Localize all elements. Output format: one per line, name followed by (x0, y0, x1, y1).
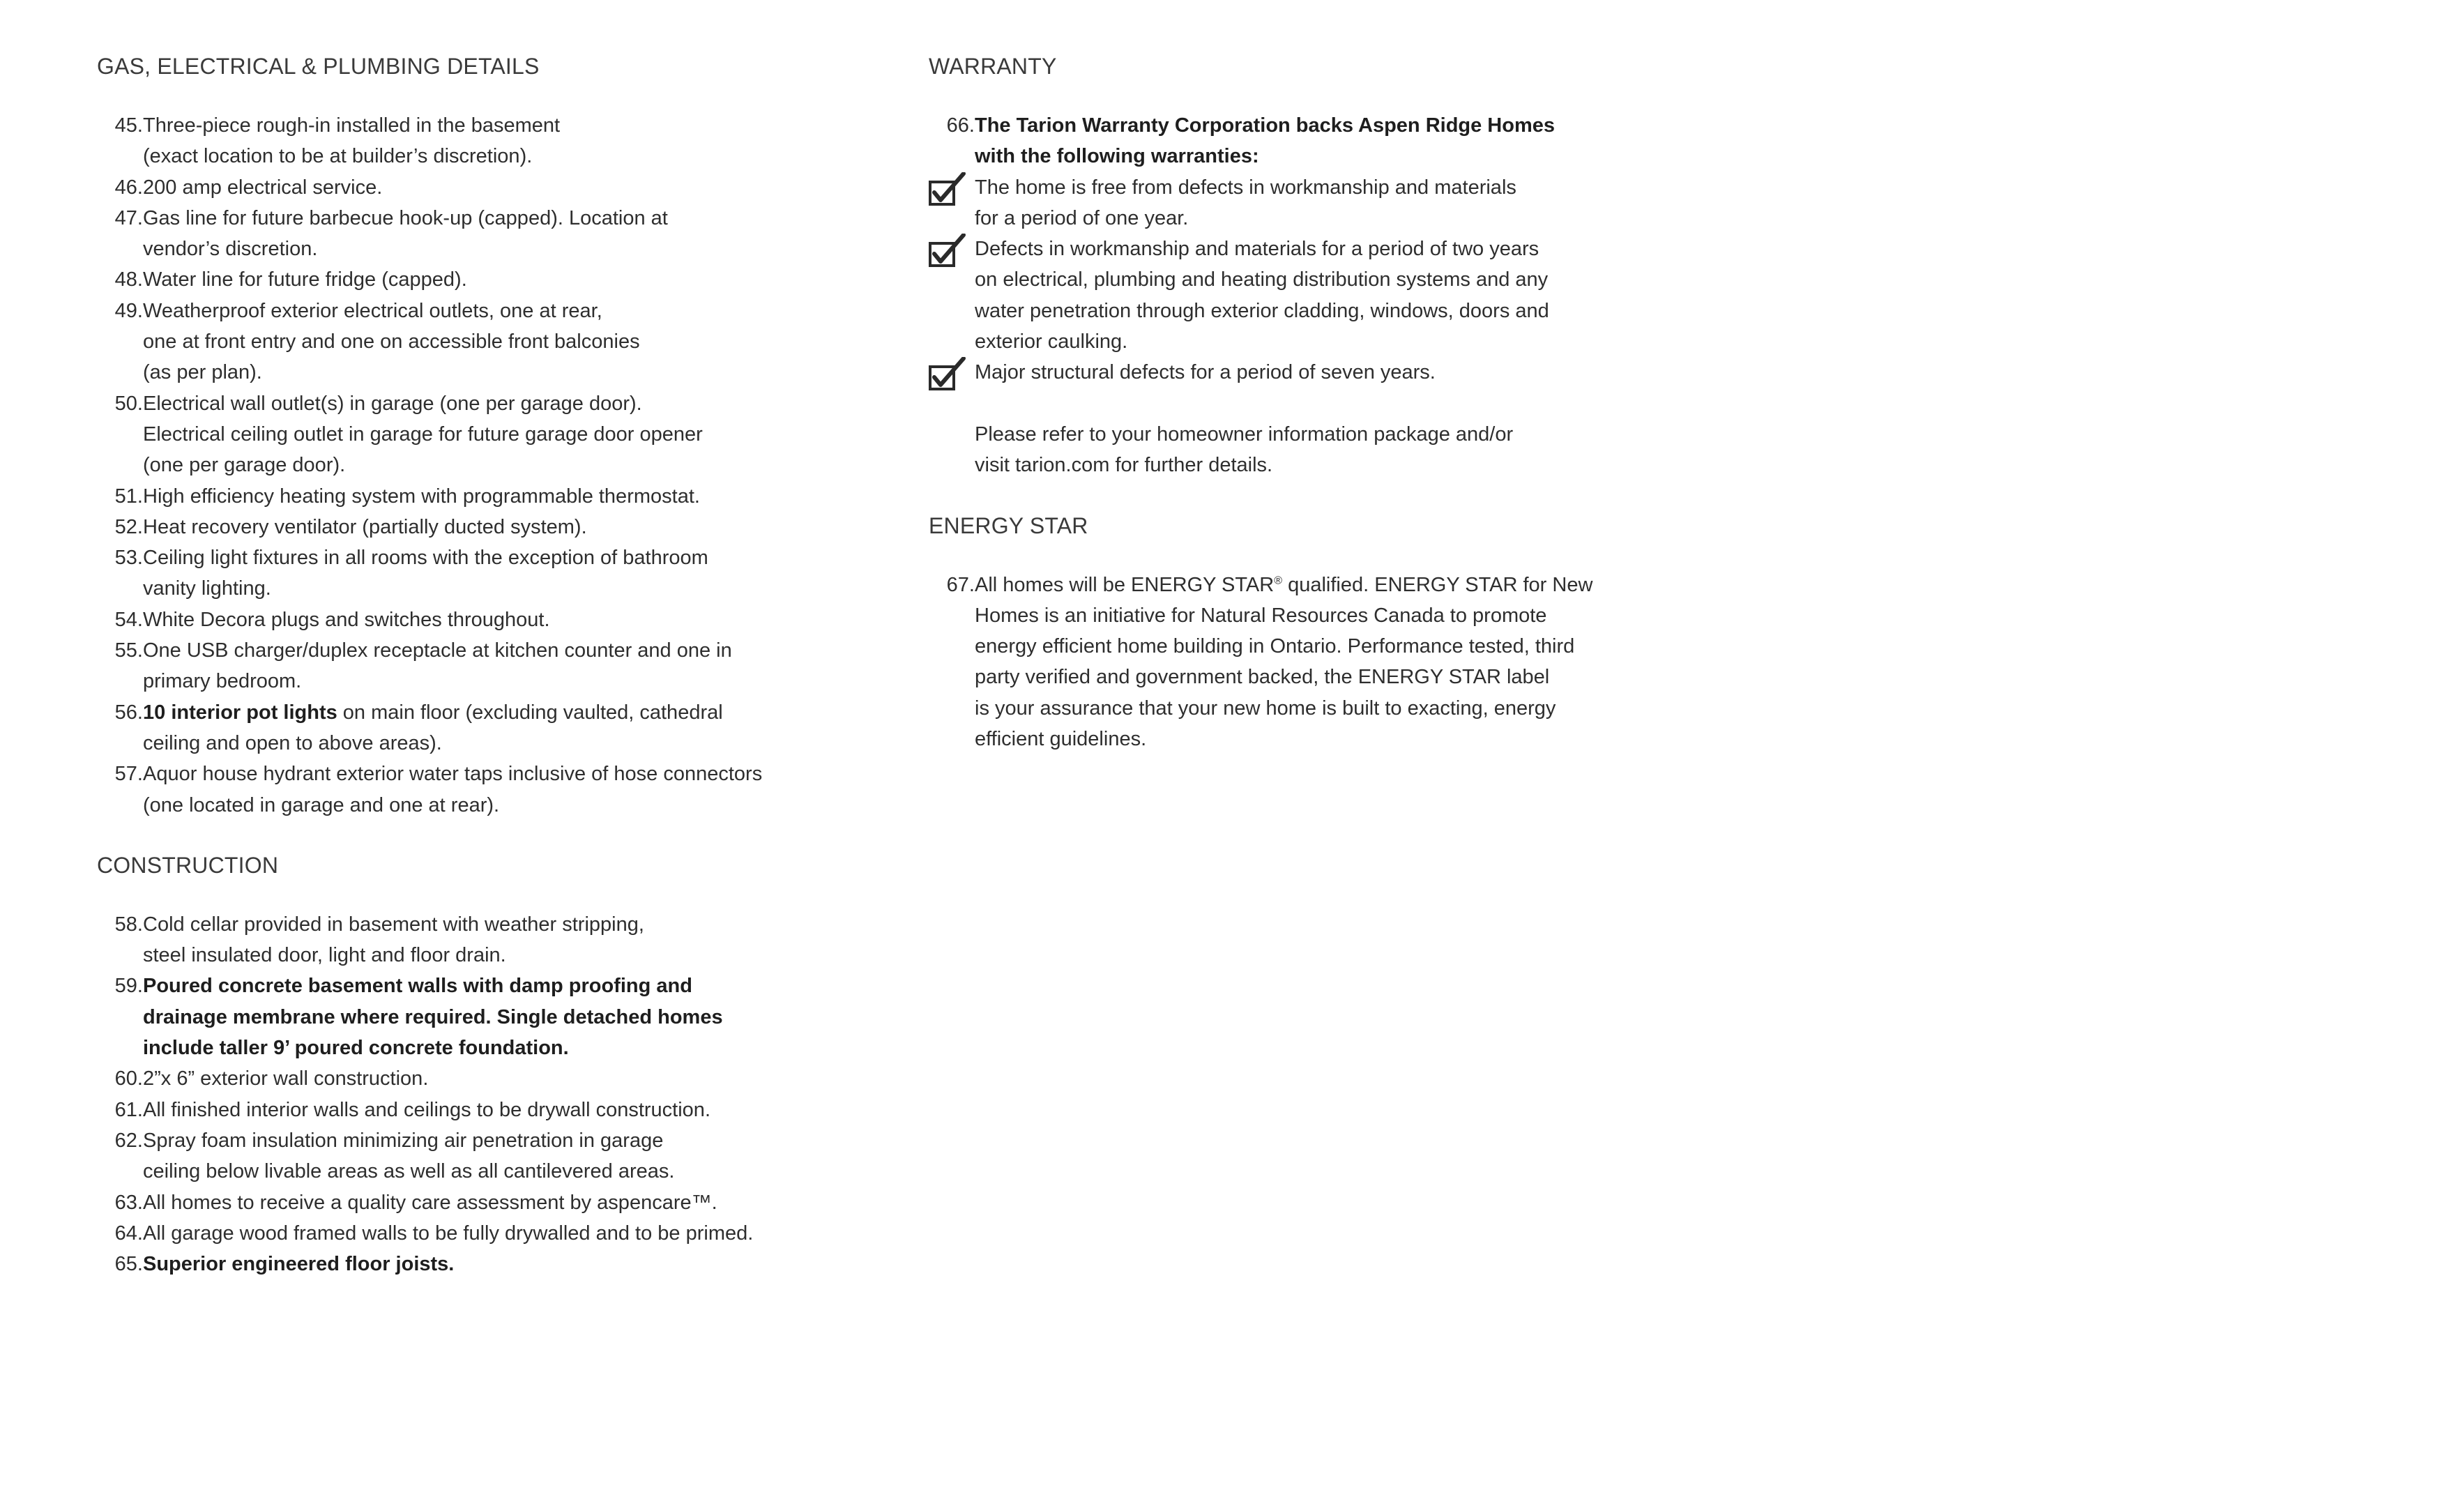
item-line: 2”x 6” exterior wall construction. (143, 1067, 429, 1090)
item-number: 52. (114, 515, 143, 538)
item-line: Spray foam insulation minimizing air penetration in garage (143, 1129, 664, 1152)
warranty-list (929, 110, 1661, 481)
warranty-note (929, 419, 1661, 481)
warranty-check-item (929, 172, 1661, 234)
warranty-heading: WARRANTY (929, 54, 1057, 79)
item-line: for a period of one year. (975, 206, 1189, 229)
item-line: White Decora plugs and switches throughout. (143, 608, 550, 631)
item-line (975, 570, 1661, 600)
item-line: Homes is an initiative for Natural Resources Canada to promote (975, 604, 1547, 627)
list-item (97, 1249, 794, 1279)
item-line: is your assurance that your new home is built to exacting, energy (975, 697, 1556, 720)
item-line: Electrical ceiling outlet in garage for future garage door opener (143, 423, 703, 446)
item-line: Poured concrete basement walls with damp proofing and (143, 975, 692, 998)
item-number: 65. (114, 1253, 143, 1276)
list-item (97, 604, 794, 635)
energy-star-heading: ENERGY STAR (929, 512, 1088, 538)
warranty-check-item (929, 357, 1661, 388)
item-number: 57. (114, 763, 143, 786)
item-line: party verified and government backed, the ENERGY STAR label (975, 666, 1550, 689)
item-line: High efficiency heating system with programmable thermostat. (143, 485, 700, 508)
item-line: water penetration through exterior cladding, windows, doors and (975, 299, 1549, 322)
list-item (97, 172, 794, 203)
item-line: steel insulated door, light and floor drain. (143, 944, 506, 967)
item-line: with the following warranties: (975, 145, 1259, 168)
warranty-lead (975, 110, 1661, 172)
item-line: include taller 9’ poured concrete foundation. (143, 1037, 569, 1060)
item-line: All garage wood framed walls to be fully drywalled and to be primed. (143, 1222, 754, 1245)
item-line: Weatherproof exterior electrical outlets, one at rear, (143, 299, 602, 322)
item-line: One USB charger/duplex receptacle at kitchen counter and one in (143, 639, 732, 662)
note-line: Please refer to your homeowner information package and/or (975, 423, 1514, 446)
item-number: 61. (114, 1098, 143, 1121)
item-line: vanity lighting. (143, 577, 271, 600)
item-line: All homes to receive a quality care assessment by aspencare™. (143, 1191, 717, 1214)
right-column (929, 49, 1661, 754)
item-line: vendor’s discretion. (143, 238, 318, 261)
item-line: Major structural defects for a period of seven years. (975, 361, 1436, 384)
list-item (97, 388, 794, 481)
energy-star-list (929, 570, 1661, 755)
list-item (97, 512, 794, 542)
item-line: (exact location to be at builder’s discretion). (143, 145, 533, 168)
item-line: primary bedroom. (143, 670, 302, 693)
item-line: (one located in garage and one at rear). (143, 793, 500, 816)
item-line: Superior engineered floor joists. (143, 1253, 455, 1276)
item-line: Gas line for future barbecue hook-up (capped). Location at (143, 206, 668, 229)
item-line: ceiling and open to above areas). (143, 731, 442, 754)
item-line: (as per plan). (143, 361, 262, 384)
list-item (97, 481, 794, 512)
list-item (97, 697, 794, 759)
item-number: 64. (114, 1222, 143, 1245)
item-line: All finished interior walls and ceilings to be drywall construction. (143, 1098, 710, 1121)
item-line: energy efficient home building in Ontario. Performance tested, third (975, 635, 1575, 658)
item-line: efficient guidelines. (975, 728, 1147, 751)
item-number: 45. (114, 114, 143, 137)
item-line: 200 amp electrical service. (143, 176, 383, 199)
item-line (143, 697, 794, 728)
left-column (97, 49, 794, 1279)
item-line: exterior caulking. (975, 330, 1128, 353)
list-item (97, 909, 794, 971)
item-text: All homes will be ENERGY STAR (975, 573, 1275, 596)
registered-mark: ® (1274, 574, 1283, 586)
item-number: 49. (114, 299, 143, 322)
checkbox-checked-icon (929, 357, 975, 388)
item-number: 66. (946, 114, 975, 137)
note-line: visit tarion.com for further details. (975, 454, 1273, 477)
item-text: on main floor (excluding vaulted, cathedral (337, 701, 723, 724)
item-number: 63. (114, 1191, 143, 1214)
item-line: Water line for future fridge (capped). (143, 268, 467, 291)
list-item (97, 542, 794, 604)
list-item (929, 570, 1661, 755)
list-item (97, 1187, 794, 1218)
item-number: 50. (114, 392, 143, 415)
list-item (97, 759, 794, 821)
item-number: 46. (114, 176, 143, 199)
checkbox-checked-icon (929, 172, 975, 203)
item-line: Aquor house hydrant exterior water taps inclusive of hose connectors (143, 763, 763, 786)
item-number: 51. (114, 485, 143, 508)
item-number: 60. (114, 1067, 143, 1090)
item-number: 56. (114, 701, 143, 724)
item-line: Ceiling light fixtures in all rooms with the exception of bathroom (143, 547, 708, 570)
construction-heading: CONSTRUCTION (97, 852, 279, 878)
item-text: qualified. ENERGY STAR for New (1282, 573, 1593, 596)
item-bold-lead: 10 interior pot lights (143, 701, 337, 724)
item-number: 48. (114, 268, 143, 291)
list-item (97, 635, 794, 697)
list-item (97, 1063, 794, 1094)
list-item (929, 110, 1661, 172)
item-number: 67. (946, 573, 975, 596)
checkbox-checked-icon (929, 234, 975, 264)
list-item (97, 296, 794, 388)
item-number: 47. (114, 206, 143, 229)
list-item (97, 203, 794, 265)
item-number: 54. (114, 608, 143, 631)
list-item (97, 1095, 794, 1125)
item-line: Heat recovery ventilator (partially ducted system). (143, 515, 587, 538)
list-item (97, 1125, 794, 1187)
item-line: Three-piece rough-in installed in the basement (143, 114, 561, 137)
item-line: on electrical, plumbing and heating distribution systems and any (975, 268, 1549, 291)
item-line: The home is free from defects in workmanship and materials (975, 176, 1516, 199)
item-number: 53. (114, 547, 143, 570)
item-line: Cold cellar provided in basement with weather stripping, (143, 913, 644, 936)
item-number: 55. (114, 639, 143, 662)
item-number: 58. (114, 913, 143, 936)
item-line: ceiling below livable areas as well as all cantilevered areas. (143, 1160, 675, 1183)
item-line: Electrical wall outlet(s) in garage (one per garage door). (143, 392, 642, 415)
construction-list (97, 909, 794, 1280)
item-number: 59. (114, 975, 143, 998)
list-item (97, 110, 794, 172)
warranty-checks (929, 172, 1661, 388)
gas-electrical-plumbing-heading: GAS, ELECTRICAL & PLUMBING DETAILS (97, 54, 540, 79)
list-item (97, 1218, 794, 1249)
item-line: (one per garage door). (143, 454, 346, 477)
item-line: Defects in workmanship and materials for a period of two years (975, 238, 1539, 261)
item-line: drainage membrane where required. Single detached homes (143, 1005, 723, 1028)
gas-electrical-plumbing-list (97, 110, 794, 821)
item-number: 62. (114, 1129, 143, 1152)
list-item (97, 971, 794, 1063)
item-line: The Tarion Warranty Corporation backs Aspen Ridge Homes (975, 114, 1556, 137)
item-line: one at front entry and one on accessible front balconies (143, 330, 640, 353)
list-item (97, 264, 794, 295)
warranty-check-item (929, 234, 1661, 357)
